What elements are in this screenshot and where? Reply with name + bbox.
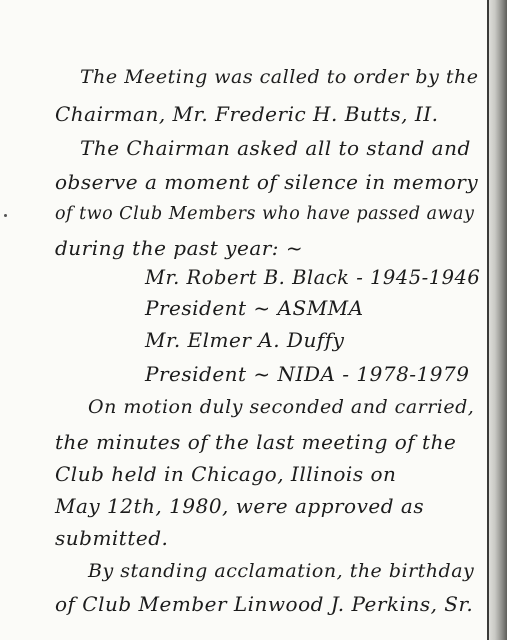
text-line-6: during the past year: ~ bbox=[55, 236, 304, 260]
text-line-3: The Chairman asked all to stand and bbox=[80, 136, 471, 160]
text-line-10: President ~ NIDA - 1978-1979 bbox=[145, 362, 470, 386]
text-line-15: submitted. bbox=[55, 526, 169, 550]
paper-speck bbox=[4, 214, 7, 217]
text-line-13: Club held in Chicago, Illinois on bbox=[55, 462, 397, 486]
binding-shadow-line bbox=[487, 0, 489, 640]
text-line-16: By standing acclamation, the birthday bbox=[88, 560, 475, 582]
text-line-7: Mr. Robert B. Black - 1945-1946 bbox=[145, 266, 481, 289]
text-line-12: the minutes of the last meeting of the bbox=[55, 430, 457, 454]
text-line-5: of two Club Members who have passed away bbox=[55, 204, 475, 224]
text-line-8: President ~ ASMMA bbox=[145, 296, 364, 320]
text-line-11: On motion duly seconded and carried, bbox=[88, 396, 475, 418]
book-binding-edge bbox=[487, 0, 507, 640]
text-line-9: Mr. Elmer A. Duffy bbox=[145, 328, 345, 352]
text-line-4: observe a moment of silence in memory bbox=[55, 170, 479, 194]
text-line-1: The Meeting was called to order by the bbox=[80, 66, 479, 88]
text-line-2: Chairman, Mr. Frederic H. Butts, II. bbox=[55, 102, 439, 126]
text-line-14: May 12th, 1980, were approved as bbox=[55, 494, 425, 518]
text-line-17: of Club Member Linwood J. Perkins, Sr. bbox=[55, 592, 474, 616]
